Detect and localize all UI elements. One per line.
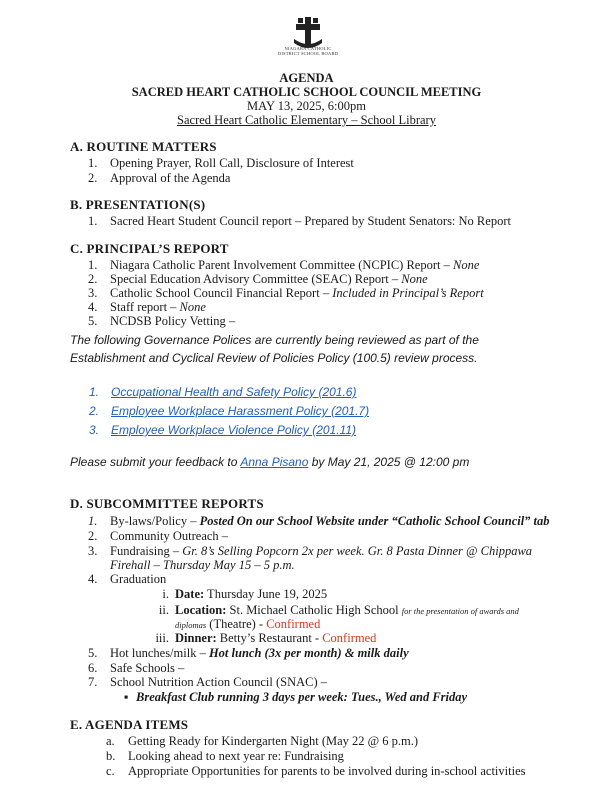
- item-number: c.: [106, 764, 115, 778]
- bullet-icon: ▪: [124, 690, 129, 704]
- item-number: 2.: [88, 171, 98, 185]
- logo-caption: [268, 46, 348, 56]
- meeting-title: SACRED HEART CATHOLIC SCHOOL COUNCIL MEETING: [131, 85, 482, 99]
- policy-list-item: [89, 423, 356, 437]
- list-item: [106, 734, 418, 748]
- list-item: [88, 258, 479, 272]
- section-a-title: A. ROUTINE MATTERS: [70, 139, 217, 154]
- list-item: [88, 171, 230, 185]
- item-number: 3.: [88, 286, 98, 300]
- item-text: Looking ahead to next year re: Fundraising: [128, 749, 344, 763]
- item-note: Gr. 8’s Selling Popcorn 2x per week. Gr. 8 Pasta Dinner @ Chippawa: [182, 544, 533, 558]
- list-item: [88, 314, 235, 328]
- item-number: 5.: [88, 646, 98, 660]
- list-item: [88, 646, 409, 660]
- feedback-deadline: by May 21, 2025 @ 12:00 pm: [308, 455, 470, 469]
- item-number: 1.: [88, 156, 98, 170]
- item-number: 4.: [88, 572, 98, 586]
- policy-intro-line2: Establishment and Cyclical Review of Policies Policy (100.5) review process.: [70, 351, 478, 365]
- item-text: Fundraising –: [110, 544, 183, 558]
- item-text: Catholic School Council Financial Report –: [110, 286, 333, 300]
- section-d-title: D. SUBCOMMITTEE REPORTS: [70, 496, 264, 511]
- item-label: Date:: [175, 587, 205, 601]
- item-text: Breakfast Club running 3 days per week: Tues., Wed and Friday: [136, 690, 468, 704]
- item-text: Community Outreach –: [110, 529, 229, 543]
- list-item: [88, 572, 166, 586]
- item-note: Included in Principal’s Report: [332, 286, 484, 300]
- list-item: [88, 156, 354, 170]
- item-label: Location:: [175, 603, 227, 617]
- meeting-location: [0, 113, 613, 127]
- item-note: Posted On our School Website under “Catholic School Council” tab: [199, 514, 550, 528]
- item-number: i.: [162, 587, 169, 601]
- policy-number: 3.: [89, 423, 100, 437]
- item-number: 2.: [88, 529, 98, 543]
- sub-bullet-item: [124, 690, 467, 704]
- item-text: School Nutrition Action Council (SNAC) –: [110, 675, 328, 689]
- item-text: Niagara Catholic Parent Involvement Committee (NCPIC) Report –: [110, 258, 453, 272]
- item-text: Staff report –: [110, 300, 180, 314]
- list-item: [88, 514, 550, 528]
- item-value: Thursday June 19, 2025: [204, 587, 328, 601]
- item-note: None: [179, 300, 206, 314]
- list-item: [88, 675, 327, 689]
- graduation-date: [143, 587, 327, 601]
- policy-number: 1.: [89, 385, 100, 399]
- policy-number: 2.: [89, 404, 100, 418]
- item-text: By-laws/Policy –: [110, 514, 200, 528]
- list-item: [88, 286, 484, 300]
- status-confirmed: Confirmed: [322, 631, 377, 645]
- policy-link[interactable]: Employee Workplace Violence Policy (201.11): [111, 423, 357, 437]
- list-item: [88, 300, 206, 314]
- status-confirmed: Confirmed: [266, 617, 321, 631]
- item-value: St. Michael Catholic High School: [226, 603, 402, 617]
- item-number: b.: [106, 749, 116, 763]
- item-text: Graduation: [110, 572, 167, 586]
- item-text: Hot lunches/milk –: [110, 646, 209, 660]
- item-text: Sacred Heart Student Council report – Prepared by Student Senators: No Report: [110, 214, 511, 228]
- list-item: [88, 529, 228, 543]
- list-item: [88, 214, 511, 228]
- item-note: for the presentation of awards and: [401, 606, 519, 616]
- policy-list-item: [89, 385, 356, 399]
- graduation-location: [143, 603, 519, 618]
- item-note-continued: Firehall – Thursday May 15 – 5 p.m.: [110, 558, 295, 572]
- item-number: 4.: [88, 300, 98, 314]
- item-text: Approval of the Agenda: [110, 171, 231, 185]
- meeting-date: MAY 13, 2025, 6:00pm: [247, 99, 366, 113]
- item-number: iii.: [155, 631, 169, 645]
- meeting-location-text: Sacred Heart Catholic Elementary – School Library: [177, 113, 436, 127]
- policy-intro-line1: The following Governance Polices are currently being reviewed as part of the: [70, 333, 479, 347]
- logo-caption-line1: NIAGARA CATHOLIC: [284, 46, 332, 51]
- graduation-location-continued: [175, 617, 320, 632]
- agenda-title: AGENDA: [279, 71, 334, 85]
- item-text: Opening Prayer, Roll Call, Disclosure of Interest: [110, 156, 354, 170]
- list-item: [88, 661, 184, 675]
- policy-list-item: [89, 404, 369, 418]
- item-number: 7.: [88, 675, 98, 689]
- graduation-dinner: [143, 631, 376, 645]
- policy-link[interactable]: Employee Workplace Harassment Policy (201.7): [111, 404, 370, 418]
- item-number: 1.: [88, 514, 98, 528]
- item-note: diplomas: [175, 620, 207, 630]
- section-b-title: B. PRESENTATION(S): [70, 197, 206, 212]
- list-item: [88, 544, 532, 558]
- item-note: None: [401, 272, 428, 286]
- item-number: 2.: [88, 272, 98, 286]
- item-number: 6.: [88, 661, 98, 675]
- item-text: Special Education Advisory Committee (SEAC) Report –: [110, 272, 402, 286]
- list-item: [88, 272, 428, 286]
- item-number: 5.: [88, 314, 98, 328]
- item-number: 1.: [88, 258, 98, 272]
- item-number: ii.: [158, 603, 169, 617]
- item-label: Dinner:: [175, 631, 217, 645]
- item-value: Betty’s Restaurant -: [216, 631, 323, 645]
- feedback-contact-link[interactable]: Anna Pisano: [240, 455, 309, 469]
- policy-link[interactable]: Occupational Health and Safety Policy (201.6): [111, 385, 357, 399]
- item-number: a.: [106, 734, 115, 748]
- item-text: Getting Ready for Kindergarten Night (May 22 @ 6 p.m.): [128, 734, 419, 748]
- feedback-text: Please submit your feedback to: [70, 455, 241, 469]
- item-number: 1.: [88, 214, 98, 228]
- item-note: Hot lunch (3x per month) & milk daily: [208, 646, 409, 660]
- list-item: [106, 749, 344, 763]
- item-text: NCDSB Policy Vetting –: [110, 314, 236, 328]
- section-e-title: E. AGENDA ITEMS: [70, 717, 189, 732]
- item-value: (Theatre) -: [206, 617, 267, 631]
- section-c-title: C. PRINCIPAL’S REPORT: [70, 241, 229, 256]
- item-text: Appropriate Opportunities for parents to be involved during in-school activities: [128, 764, 526, 778]
- list-item: [106, 764, 525, 778]
- feedback-line: [70, 455, 469, 469]
- item-number: 3.: [88, 544, 98, 558]
- item-note: None: [452, 258, 480, 272]
- item-text: Safe Schools –: [110, 661, 185, 675]
- logo-caption-line2: DISTRICT SCHOOL BOARD: [277, 51, 339, 56]
